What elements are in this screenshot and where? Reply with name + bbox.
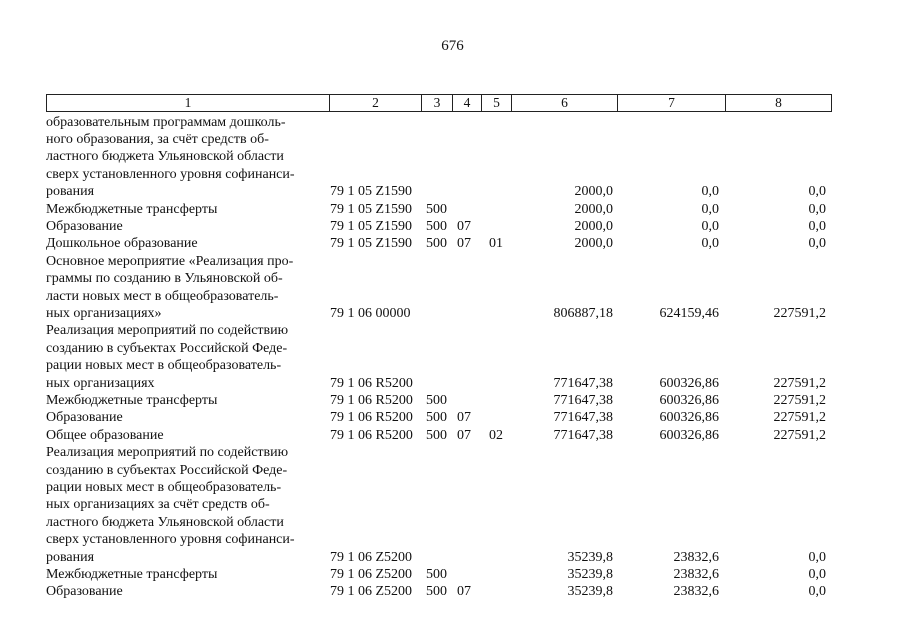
cell-c1: ластного бюджета Ульяновской области — [46, 514, 284, 530]
table-row — [0, 148, 905, 165]
table-row — [0, 531, 905, 548]
table-row — [0, 566, 905, 583]
cell-c6: 35239,8 — [567, 584, 613, 600]
table-row — [0, 235, 905, 252]
table-row — [0, 496, 905, 513]
cell-c1: рации новых мест в общеобразователь- — [46, 479, 282, 495]
cell-c1: ластного бюджета Ульяновской области — [46, 149, 284, 165]
table-row — [0, 392, 905, 409]
table-row — [0, 479, 905, 496]
cell-c3: 500 — [426, 410, 447, 426]
cell-c1: ных организациях» — [46, 305, 162, 321]
table-row — [0, 305, 905, 322]
cell-c7: 23832,6 — [673, 584, 719, 600]
cell-c1: рации новых мест в общеобразователь- — [46, 358, 282, 374]
cell-c7: 600326,86 — [659, 392, 719, 408]
table-row — [0, 340, 905, 357]
cell-c7: 600326,86 — [659, 427, 719, 443]
cell-c8: 0,0 — [808, 584, 826, 600]
cell-c2: 79 1 06 R5200 — [330, 375, 413, 391]
header-col-5: 5 — [482, 95, 512, 111]
cell-c1: ных организациях за счёт средств об- — [46, 497, 270, 513]
cell-c7: 600326,86 — [659, 375, 719, 391]
cell-c7: 0,0 — [701, 184, 719, 200]
cell-c8: 0,0 — [808, 201, 826, 217]
table-row — [0, 253, 905, 270]
cell-c6: 771647,38 — [553, 427, 613, 443]
cell-c8: 227591,2 — [773, 410, 826, 426]
table-row — [0, 131, 905, 148]
cell-c2: 79 1 05 Z1590 — [330, 236, 413, 252]
cell-c4: 07 — [457, 218, 471, 234]
cell-c5: 01 — [489, 236, 503, 252]
cell-c3: 500 — [426, 392, 447, 408]
cell-c1: рования — [46, 184, 95, 200]
cell-c2: 79 1 06 Z5200 — [330, 566, 413, 582]
table-row — [0, 183, 905, 200]
cell-c3: 500 — [426, 201, 447, 217]
cell-c2: 79 1 05 Z1590 — [330, 184, 413, 200]
cell-c8: 227591,2 — [773, 305, 826, 321]
cell-c1: Дошкольное образование — [46, 236, 198, 252]
table-row — [0, 288, 905, 305]
cell-c2: 79 1 06 Z5200 — [330, 584, 413, 600]
page-number: 676 — [441, 38, 464, 54]
header-col-7: 7 — [618, 95, 726, 111]
cell-c1: сверх установленного уровня софинанси- — [46, 166, 295, 182]
table-row — [0, 583, 905, 600]
cell-c1: Межбюджетные трансферты — [46, 201, 218, 217]
cell-c8: 227591,2 — [773, 392, 826, 408]
cell-c1: Реализация мероприятий по содействию — [46, 323, 289, 339]
header-col-8: 8 — [775, 95, 782, 110]
header-col-4: 4 — [453, 95, 482, 111]
cell-c6: 2000,0 — [574, 184, 613, 200]
cell-c6: 35239,8 — [567, 566, 613, 582]
cell-c8: 0,0 — [808, 566, 826, 582]
table-row — [0, 427, 905, 444]
cell-c6: 806887,18 — [553, 305, 613, 321]
cell-c3: 500 — [426, 566, 447, 582]
cell-c7: 624159,46 — [659, 305, 719, 321]
cell-c1: сверх установленного уровня софинанси- — [46, 532, 295, 548]
cell-c1: Основное мероприятие «Реализация про- — [46, 253, 294, 269]
cell-c8: 0,0 — [808, 236, 826, 252]
cell-c4: 07 — [457, 236, 471, 252]
cell-c7: 0,0 — [701, 218, 719, 234]
cell-c1: ных организациях — [46, 375, 155, 391]
table-row — [0, 444, 905, 461]
cell-c7: 0,0 — [701, 201, 719, 217]
header-col-2: 2 — [330, 95, 422, 111]
cell-c6: 35239,8 — [567, 549, 613, 565]
cell-c3: 500 — [426, 218, 447, 234]
header-col-6: 6 — [512, 95, 618, 111]
cell-c8: 0,0 — [808, 184, 826, 200]
cell-c1: граммы по созданию в Ульяновской об- — [46, 271, 283, 287]
cell-c1: Образование — [46, 218, 123, 234]
cell-c2: 79 1 05 Z1590 — [330, 201, 413, 217]
table-row — [0, 201, 905, 218]
table-row — [0, 114, 905, 131]
cell-c4: 07 — [457, 410, 471, 426]
cell-c8: 0,0 — [808, 549, 826, 565]
cell-c8: 0,0 — [808, 218, 826, 234]
table-row — [0, 409, 905, 426]
cell-c6: 2000,0 — [574, 201, 613, 217]
table-row — [0, 166, 905, 183]
cell-c2: 79 1 06 R5200 — [330, 427, 413, 443]
cell-c5: 02 — [489, 427, 503, 443]
table-row — [0, 462, 905, 479]
cell-c1: созданию в субъектах Российской Феде- — [46, 462, 288, 478]
table-row — [0, 357, 905, 374]
cell-c8: 227591,2 — [773, 375, 826, 391]
table-row — [0, 270, 905, 287]
cell-c3: 500 — [426, 236, 447, 252]
header-col-1: 1 — [47, 95, 330, 111]
cell-c6: 771647,38 — [553, 392, 613, 408]
cell-c1: Образование — [46, 584, 123, 600]
cell-c1: Реализация мероприятий по содействию — [46, 445, 289, 461]
cell-c2: 79 1 06 R5200 — [330, 392, 413, 408]
table-row — [0, 514, 905, 531]
cell-c4: 07 — [457, 584, 471, 600]
cell-c2: 79 1 06 Z5200 — [330, 549, 413, 565]
cell-c2: 79 1 06 R5200 — [330, 410, 413, 426]
cell-c3: 500 — [426, 584, 447, 600]
cell-c7: 0,0 — [701, 236, 719, 252]
cell-c7: 600326,86 — [659, 410, 719, 426]
cell-c1: Образование — [46, 410, 123, 426]
cell-c1: ласти новых мест в общеобразователь- — [46, 288, 279, 304]
cell-c7: 23832,6 — [673, 549, 719, 565]
cell-c2: 79 1 05 Z1590 — [330, 218, 413, 234]
cell-c1: Межбюджетные трансферты — [46, 566, 218, 582]
table-row — [0, 375, 905, 392]
table-row — [0, 218, 905, 235]
table-header — [46, 94, 832, 112]
cell-c1: рования — [46, 549, 95, 565]
cell-c3: 500 — [426, 427, 447, 443]
cell-c2: 79 1 06 00000 — [330, 305, 411, 321]
cell-c6: 2000,0 — [574, 236, 613, 252]
cell-c6: 771647,38 — [553, 410, 613, 426]
header-col-3: 3 — [422, 95, 453, 111]
cell-c1: Межбюджетные трансферты — [46, 392, 218, 408]
cell-c1: ного образования, за счёт средств об- — [46, 131, 269, 147]
cell-c1: Общее образование — [46, 427, 164, 443]
cell-c6: 2000,0 — [574, 218, 613, 234]
table-row — [0, 322, 905, 339]
cell-c1: образовательным программам дошколь- — [46, 114, 286, 130]
cell-c1: созданию в субъектах Российской Феде- — [46, 340, 288, 356]
cell-c7: 23832,6 — [673, 566, 719, 582]
table-row — [0, 549, 905, 566]
cell-c4: 07 — [457, 427, 471, 443]
cell-c8: 227591,2 — [773, 427, 826, 443]
cell-c6: 771647,38 — [553, 375, 613, 391]
